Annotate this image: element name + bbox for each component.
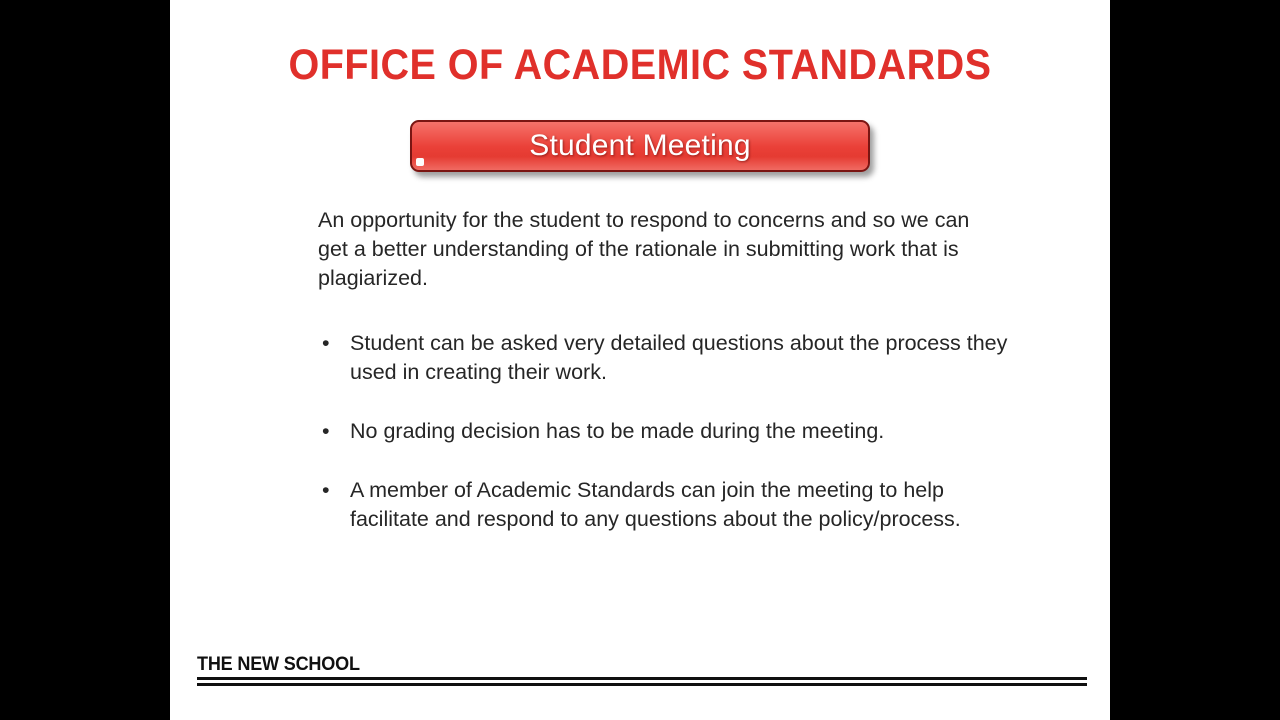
- bullet-marker-icon: •: [322, 478, 330, 502]
- list-item: [318, 329, 1010, 387]
- list-item: [318, 476, 1010, 534]
- list-item-text: No grading decision has to be made during the meeting.: [350, 419, 885, 443]
- logo-wordmark: THE NEW SCHOOL: [197, 654, 360, 675]
- list-item-text: Student can be asked very detailed questions about the process they used in creating their work.: [350, 331, 1008, 384]
- institution-logo: [197, 655, 1087, 686]
- logo-rule-lower: [197, 683, 1087, 686]
- bullet-marker-icon: •: [322, 419, 330, 443]
- student-meeting-banner: [410, 120, 870, 172]
- bullet-marker-icon: •: [322, 331, 330, 355]
- list-item: [318, 417, 1010, 446]
- student-meeting-button-label: Student Meeting: [529, 129, 751, 162]
- presentation-slide: [170, 0, 1110, 720]
- student-meeting-button[interactable]: [410, 120, 870, 172]
- list-item-text: A member of Academic Standards can join the meeting to help facilitate and respond to any questions about the policy/process.: [350, 478, 961, 531]
- intro-paragraph: An opportunity for the student to respond to concerns and so we can get a better understanding of the rationale in submitting work that is plagiarized.: [318, 208, 970, 290]
- page-title: OFFICE OF ACADEMIC STANDARDS: [288, 41, 992, 89]
- slide-body: [318, 206, 1008, 534]
- bullet-list: [318, 329, 1008, 534]
